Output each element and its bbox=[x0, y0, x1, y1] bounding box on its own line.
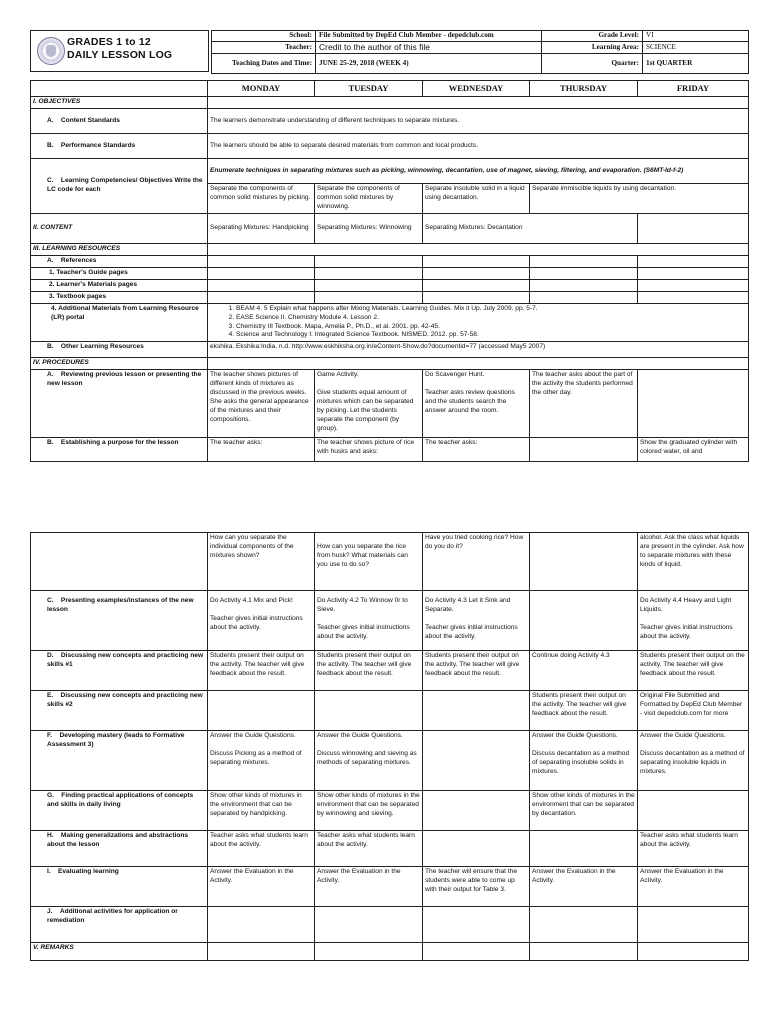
proc-a-monday: The teacher shows pictures of different kinds of mixtures as discussed in the previous weeks. She asks the general appearance of the mixtures and their compositions. bbox=[208, 370, 315, 438]
references-label: A. References bbox=[31, 256, 208, 268]
school-value: File Submitted by DepEd Club Member - depedclub.com bbox=[316, 31, 542, 42]
deped-seal-icon bbox=[37, 37, 65, 65]
proc-g-label: G. Finding practical applications of concepts and skills in daily living bbox=[31, 791, 208, 831]
proc-a-label: A. Reviewing previous lesson or presenting the new lesson bbox=[31, 370, 208, 438]
proc-f-monday: Answer the Guide Questions. Discuss Picking as a method of separating mixtures. bbox=[208, 731, 315, 791]
proc-d-monday: Students present their output on the activity. The teacher will give feedback about the result. bbox=[208, 651, 315, 691]
lr-portal-label: 4. Additional Materials from Learning Resource (LR) portal bbox=[31, 303, 208, 342]
proc-h-monday: Teacher asks what students learn about the activity. bbox=[208, 831, 315, 867]
lc-monday: Separate the components of common solid mixtures by picking. bbox=[208, 184, 315, 214]
section-remarks: V. REMARKS bbox=[31, 943, 208, 961]
area-value: SCIENCE bbox=[643, 41, 749, 53]
proc-f-thursday: Answer the Guide Questions. Discuss decantation as a method of separating insoluble solids in mixtures. bbox=[530, 731, 638, 791]
proc-c-wednesday: Do Activity 4.3 Let it Sink and Separate. Teacher gives initial instructions about the activity. bbox=[423, 591, 530, 651]
day-header-monday: MONDAY bbox=[208, 81, 315, 97]
proc-i-wednesday: The teacher will ensure that the students were able to come up with their output for Table 3. bbox=[423, 867, 530, 907]
teacher-label: Teacher: bbox=[212, 41, 316, 53]
content-standards-text: The learners demonstrate understanding of different techniques to separate mixtures. bbox=[208, 109, 749, 134]
proc-b-wednesday: The teacher asks: bbox=[423, 438, 530, 462]
school-label: School: bbox=[212, 31, 316, 42]
proc-c-tuesday: Do Activity 4.2 To Winnow 0r to Sieve. Teacher gives initial instructions about the activity. bbox=[315, 591, 423, 651]
lr-item: 2. EASE Science II. Chemistry Module 4. Lesson 2. bbox=[236, 314, 746, 323]
proc-i-thursday: Answer the Evaluation in the Activity. bbox=[530, 867, 638, 907]
proc-c-friday: Do Activity 4.4 Heavy and Light Liquids. Teacher gives initial instructions about the activity. bbox=[638, 591, 749, 651]
proc-g-tuesday: Show other kinds of mixtures in the environment that can be separated by winnowing and sieving. bbox=[315, 791, 423, 831]
lr-item: 1. BEAM 4. 5 Explain what happens after Mixing Materials. Learning Guides. Mix it Up. July 2009. pp. 5-7. bbox=[236, 305, 746, 314]
proc-h-label: H. Making generalizations and abstractions about the lesson bbox=[31, 831, 208, 867]
section-content: II. CONTENT bbox=[31, 214, 208, 244]
grade-label: Grade Level: bbox=[542, 31, 643, 42]
lc-thursday: Separate immiscible liquids by using decantation. bbox=[530, 184, 749, 214]
header-info-table bbox=[211, 30, 749, 74]
day-header-wednesday: WEDNESDAY bbox=[423, 81, 530, 97]
dates-value: JUNE 25-29, 2018 (WEEK 4) bbox=[316, 54, 542, 74]
title-grades: GRADES 1 to 12 bbox=[67, 36, 151, 48]
proc-d-friday: Students present their output on the activity. The teacher will give feedback about the result. bbox=[638, 651, 749, 691]
quarter-label: Quarter: bbox=[542, 54, 643, 74]
proc-d-tuesday: Students present their output on the activity. The teacher will give feedback about the result. bbox=[315, 651, 423, 691]
day-header-thursday: THURSDAY bbox=[530, 81, 638, 97]
proc-b-monday: The teacher asks: bbox=[208, 438, 315, 462]
day-header-tuesday: TUESDAY bbox=[315, 81, 423, 97]
teacher-value: Credit to the author of this file bbox=[316, 41, 542, 53]
proc-g-thursday: Show other kinds of mixtures in the environment that can be separated by decantation. bbox=[530, 791, 638, 831]
proc-d-thursday: Continue doing Activity 4.3 bbox=[530, 651, 638, 691]
proc-i-friday: Answer the Evaluation in the Activity. bbox=[638, 867, 749, 907]
proc-a-wednesday: Do Scavenger Hunt. Teacher asks review questions and the students search the answer around the room. bbox=[423, 370, 530, 438]
lesson-table-part1 bbox=[30, 80, 749, 462]
section-procedures: IV. PROCEDURES bbox=[31, 358, 208, 370]
proc-b2-friday: alcohol. Ask the class what liquids are present in the cylinder. Ask how to separate mixtures with these kinds of liquid. bbox=[638, 533, 749, 591]
proc-g-monday: Show other kinds of mixtures in the environment that can be separated by handpicking. bbox=[208, 791, 315, 831]
proc-b2-wednesday: Have you tried cooking rice? How do you do it? bbox=[423, 533, 530, 591]
proc-f-friday: Answer the Guide Questions. Discuss decantation as a method of separating insoluble liquids in mixtures. bbox=[638, 731, 749, 791]
proc-j-label: J. Additional activities for application or remediation bbox=[31, 907, 208, 943]
proc-f-label: F. Developing mastery (leads to Formative Assessment 3) bbox=[31, 731, 208, 791]
other-resources-label: B. Other Learning Resources bbox=[31, 342, 208, 358]
proc-h-tuesday: Teacher asks what students learn about the activity. bbox=[315, 831, 423, 867]
proc-b2-tuesday: How can you separate the rice from husk? What materials can you use to do so? bbox=[315, 533, 423, 591]
grade-value: VI bbox=[643, 31, 749, 42]
performance-standards-label: B. Performance Standards bbox=[31, 134, 208, 159]
competencies-label: C. Learning Competencies/ Objectives Write the LC code for each bbox=[31, 159, 208, 214]
content-monday: Separating Mixtures: Handpicking bbox=[208, 214, 315, 244]
competencies-text: Enumerate techniques in separating mixtures such as picking, winnowing, decantation, use of magnet, sieving, filtering, and evaporation. (S6MT-Id-f-2) bbox=[208, 159, 749, 184]
proc-b-label: B. Establishing a purpose for the lesson bbox=[31, 438, 208, 462]
quarter-value: 1st QUARTER bbox=[643, 54, 749, 74]
proc-d-label: D. Discussing new concepts and practicing new skills #1 bbox=[31, 651, 208, 691]
lr-portal-list bbox=[208, 303, 749, 342]
proc-i-monday: Answer the Evaluation in the Activity. bbox=[208, 867, 315, 907]
textbook-pages-label: 3. Textbook pages bbox=[31, 291, 208, 303]
proc-h-friday: Teacher asks what students learn about the activity. bbox=[638, 831, 749, 867]
corner-cell bbox=[31, 81, 208, 97]
log-title-box bbox=[30, 30, 209, 72]
proc-i-label: I. Evaluating learning bbox=[31, 867, 208, 907]
proc-f-tuesday: Answer the Guide Questions. Discuss winnowing and sieving as methods of separating mixtures. bbox=[315, 731, 423, 791]
proc-a-thursday: The teacher asks about the part of the activity the students performed the other day. bbox=[530, 370, 638, 438]
lr-item: 3. Chemistry III Textbook. Mapa, Amelia P., Ph.D., et al. 2001. pp. 42-45. bbox=[236, 323, 746, 332]
content-standards-label: A. Content Standards bbox=[31, 109, 208, 134]
proc-e-label: E. Discussing new concepts and practicing new skills #2 bbox=[31, 691, 208, 731]
proc-i-tuesday: Answer the Evaluation in the Activity. bbox=[315, 867, 423, 907]
proc-a-tuesday: Game Activity. Give students equal amount of mixtures which can be separated by picking. Let the students separate the component (by group). bbox=[315, 370, 423, 438]
proc-e-thursday: Students present their output on the activity. The teacher will give feedback about the result. bbox=[530, 691, 638, 731]
performance-standards-text: The learners should be able to separate desired materials from common and local products. bbox=[208, 134, 749, 159]
content-tuesday: Separating Mixtures: Winnowing bbox=[315, 214, 423, 244]
proc-e-friday: Original File Submitted and Formatted by DepEd Club Member - visit depedclub.com for more bbox=[638, 691, 749, 731]
lc-wednesday: Separate insoluble solid in a liquid using decantation. bbox=[423, 184, 530, 214]
proc-c-monday: Do Activity 4.1 Mix and Pick! Teacher gives initial instructions about the activity. bbox=[208, 591, 315, 651]
proc-b2-monday: How can you separate the individual components of the mixtures shown? bbox=[208, 533, 315, 591]
section-objectives: I. OBJECTIVES bbox=[31, 97, 208, 109]
proc-b-tuesday: The teacher shows picture of rice with husks and asks: bbox=[315, 438, 423, 462]
title-dll: DAILY LESSON LOG bbox=[67, 49, 173, 61]
other-resources-text: ekshika. Ekshika:India. n.d. http://www.eskhiksha.org.in/eContent-Show.do?documentid=77 (accessed May5 2007) bbox=[208, 342, 749, 358]
lm-pages-label: 2. Learner's Materials pages bbox=[31, 280, 208, 292]
lesson-table-part2 bbox=[30, 532, 749, 961]
dates-label: Teaching Dates and Time: bbox=[212, 54, 316, 74]
proc-c-label: C. Presenting examples/instances of the new lesson bbox=[31, 591, 208, 651]
section-resources: III. LEARNING RESOURCES bbox=[31, 244, 208, 256]
area-label: Learning Area: bbox=[542, 41, 643, 53]
proc-b-friday: Show the graduated cylinder with colored water, oil and bbox=[638, 438, 749, 462]
content-wednesday: Separating Mixtures: Decantation bbox=[423, 214, 638, 244]
proc-d-wednesday: Students present their output on the activity. The teacher will give feedback about the result. bbox=[423, 651, 530, 691]
day-header-friday: FRIDAY bbox=[638, 81, 749, 97]
tg-pages-label: 1. Teacher's Guide pages bbox=[31, 268, 208, 280]
lr-item: 4. Science and Technology I: Integrated Science Textbook. NISMED. 2012. pp. 57-58. bbox=[236, 331, 746, 340]
lc-tuesday: Separate the components of common solid mixtures by winnowing. bbox=[315, 184, 423, 214]
